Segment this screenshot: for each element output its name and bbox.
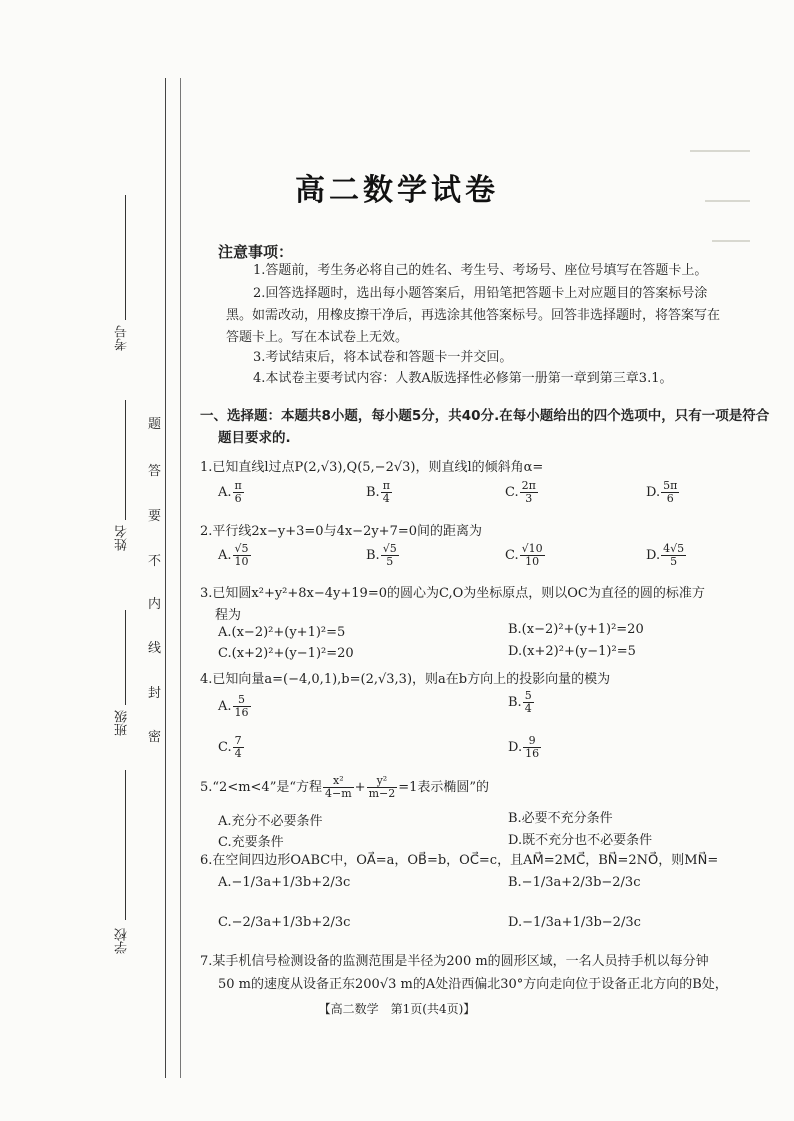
q3-option-c: C.(x+2)²+(y−1)²=20 xyxy=(218,646,354,661)
seal-char: 要 xyxy=(148,509,162,524)
note-item: 黑。如需改动，用橡皮擦干净后，再选涂其他答案标号。回答非选择题时，将答案写在 xyxy=(226,308,721,323)
seal-char: 密 xyxy=(148,730,162,745)
question-4: 4.已知向量a=(−4,0,1),b=(2,√3,3)，则a在b方向上的投影向量的模为 xyxy=(200,672,611,687)
page-footer: 【高二数学 第1页(共4页)】 xyxy=(318,1002,476,1016)
note-item: 2.回答选择题时，选出每小题答案后，用铅笔把答题卡上对应题目的答案标号涂 xyxy=(253,286,708,301)
scan-artifact xyxy=(705,200,750,202)
note-item: 1.答题前，考生务必将自己的姓名、考生号、考场号、座位号填写在答题卡上。 xyxy=(253,263,708,278)
scan-artifact xyxy=(712,240,750,242)
q4-option-d: D. $\frac{9}{16}$ xyxy=(508,734,540,760)
q5-option-b: B.必要不充分条件 xyxy=(508,811,613,826)
exam-no-blank xyxy=(125,195,126,320)
side-label-class: 班级 xyxy=(115,710,130,736)
q3-option-d: D.(x+2)²+(y−1)²=5 xyxy=(508,644,636,659)
scan-artifact xyxy=(690,150,750,152)
q1-option-c: C. $\frac{2\pi}{3}$ xyxy=(505,479,536,505)
seal-char: 内 xyxy=(148,597,162,612)
q1-option-d: D. $\frac{5\pi}{6}$ xyxy=(646,479,678,505)
q3-option-b: B.(x−2)²+(y+1)²=20 xyxy=(508,622,644,637)
seal-char: 封 xyxy=(148,686,162,701)
q4-option-c: C. $\frac{7}{4}$ xyxy=(218,734,242,760)
name-blank xyxy=(125,400,126,520)
question-6: 6.在空间四边形OABC中，OA⃗=a，OB⃗=b，OC⃗=c，且AM⃗=2MC⃗，BN⃗=2NO⃗，则MN⃗= xyxy=(200,853,719,868)
question-1: 1.已知直线l过点P(2,√3),Q(5,−2√3)，则直线l的倾斜角α= xyxy=(200,460,544,475)
side-label-exam-no: 考号 xyxy=(115,325,130,351)
notes-heading: 注意事项： xyxy=(218,243,294,261)
section-heading: 一、选择题：本题共8小题，每小题5分，共40分.在每小题给出的四个选项中，只有一项是符合 题目要求的. xyxy=(200,408,770,446)
seal-char: 线 xyxy=(148,641,162,656)
question-5: 5.“2<m<4”是“方程 $\frac{\text{x²}}{4-m}$ + $\frac{\text{y²}}{m-2}$ =1表示椭圆”的 xyxy=(200,774,490,800)
q2-option-b: B. $\frac{√5}{5}$ xyxy=(366,542,397,568)
class-blank xyxy=(125,610,126,705)
q6-option-d: D.−1/3a+1/3b−2/3c xyxy=(508,915,641,930)
binding-line-inner xyxy=(180,78,181,1078)
question-7: 7.某手机信号检测设备的监测范围是半径为200 m的圆形区域，一名人员持手机以每分钟 xyxy=(200,954,709,969)
q1-option-a: A. $\frac{\pi}{6}$ xyxy=(218,479,242,505)
q6-option-b: B.−1/3a+2/3b−2/3c xyxy=(508,875,641,890)
q3-option-a: A.(x−2)²+(y+1)²=5 xyxy=(218,625,346,640)
seal-char: 不 xyxy=(148,554,162,569)
question-3: 3.已知圆x²+y²+8x−4y+19=0的圆心为C,O为坐标原点，则以OC为直径的圆的标准方 xyxy=(200,586,705,601)
q2-option-a: A. $\frac{√5}{10}$ xyxy=(218,542,249,568)
q4-option-b: B. $\frac{5}{4}$ xyxy=(508,689,532,715)
q2-option-c: C. $\frac{√10}{10}$ xyxy=(505,542,543,568)
side-label-school: 学校 xyxy=(115,928,130,954)
binding-line-outer xyxy=(165,78,166,1078)
side-label-name: 姓名 xyxy=(115,525,130,551)
question-7-cont: 50 m的速度从设备正东200√3 m的A处沿西偏北30°方向走向位于设备正北方向的B处， xyxy=(218,977,728,992)
note-item: 4.本试卷主要考试内容：人教A版选择性必修第一册第一章到第三章3.1。 xyxy=(253,371,673,386)
note-item: 答题卡上。写在本试卷上无效。 xyxy=(226,330,409,345)
q6-option-c: C.−2/3a+1/3b+2/3c xyxy=(218,915,351,930)
page-title: 高二数学试卷 xyxy=(295,173,499,208)
q1-option-b: B. $\frac{\pi}{4}$ xyxy=(366,479,390,505)
seal-char: 答 xyxy=(148,464,162,479)
q5-option-a: A.充分不必要条件 xyxy=(218,814,323,829)
q4-option-a: A. $\frac{5}{16}$ xyxy=(218,693,249,719)
note-item: 3.考试结束后，将本试卷和答题卡一并交回。 xyxy=(253,350,513,365)
question-3-cont: 程为 xyxy=(215,608,242,623)
q5-option-d: D.既不充分也不必要条件 xyxy=(508,833,653,848)
seal-char: 题 xyxy=(148,417,162,432)
q2-option-d: D. $\frac{4√5}{5}$ xyxy=(646,542,685,568)
school-blank xyxy=(125,770,126,920)
q5-option-c: C.充要条件 xyxy=(218,835,284,850)
q6-option-a: A.−1/3a+1/3b+2/3c xyxy=(218,875,351,890)
question-2: 2.平行线2x−y+3=0与4x−2y+7=0间的距离为 xyxy=(200,524,483,539)
